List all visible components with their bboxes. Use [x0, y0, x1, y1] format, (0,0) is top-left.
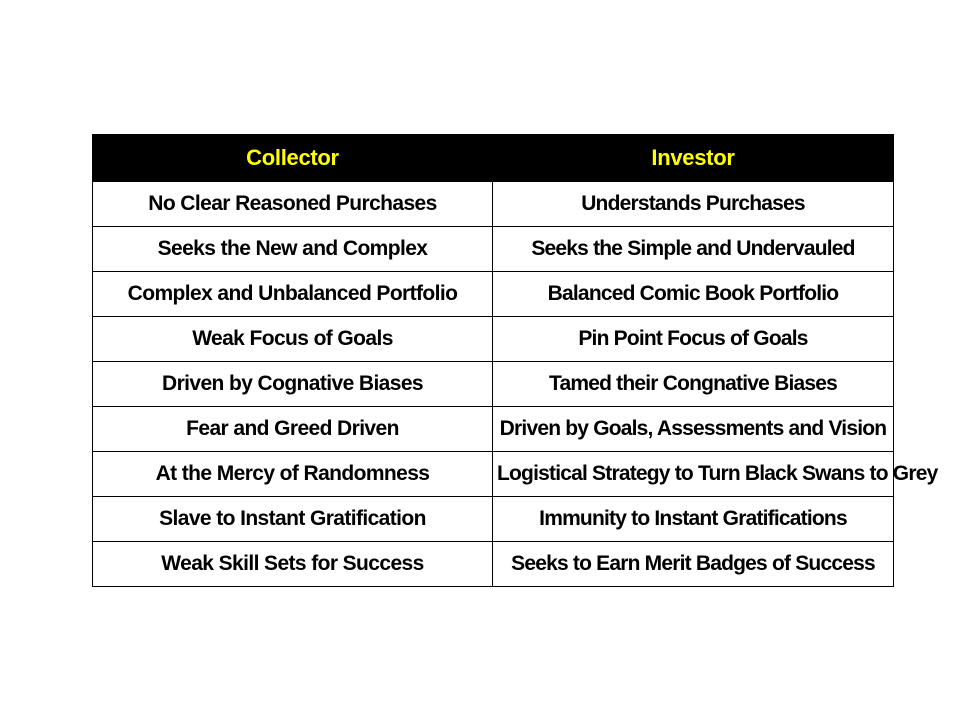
investor-cell: Tamed their Congnative Biases [493, 362, 894, 407]
collector-cell: No Clear Reasoned Purchases [93, 182, 493, 227]
investor-cell: Balanced Comic Book Portfolio [493, 272, 894, 317]
table-row [93, 317, 894, 362]
investor-cell: Immunity to Instant Gratifications [493, 497, 894, 542]
collector-vs-investor-table [92, 134, 938, 587]
collector-cell: Driven by Cognative Biases [93, 362, 493, 407]
collector-cell: Weak Skill Sets for Success [93, 542, 493, 587]
table-row [93, 272, 894, 317]
investor-cell: Logistical Strategy to Turn Black Swans to Grey [493, 452, 894, 497]
table-row [93, 362, 894, 407]
table-body [93, 182, 938, 587]
collector-cell: Fear and Greed Driven [93, 407, 493, 452]
header-investor: Investor [493, 135, 894, 182]
investor-cell: Driven by Goals, Assessments and Vision [493, 407, 894, 452]
comparison-table-container [92, 134, 938, 587]
collector-cell: Complex and Unbalanced Portfolio [93, 272, 493, 317]
collector-cell: Slave to Instant Gratification [93, 497, 493, 542]
investor-cell: Pin Point Focus of Goals [493, 317, 894, 362]
collector-cell: Seeks the New and Complex [93, 227, 493, 272]
investor-cell: Seeks to Earn Merit Badges of Success [493, 542, 894, 587]
table-row [93, 542, 894, 587]
table-row [93, 452, 894, 497]
header-row [93, 135, 894, 182]
investor-cell: Understands Purchases [493, 182, 894, 227]
header-collector: Collector [93, 135, 493, 182]
table-row [93, 227, 894, 272]
collector-cell: Weak Focus of Goals [93, 317, 493, 362]
collector-cell: At the Mercy of Randomness [93, 452, 493, 497]
table-header [93, 135, 894, 182]
investor-cell: Seeks the Simple and Undervauled [493, 227, 894, 272]
table-row [93, 497, 894, 542]
table-row [93, 182, 894, 227]
table-row [93, 407, 894, 452]
